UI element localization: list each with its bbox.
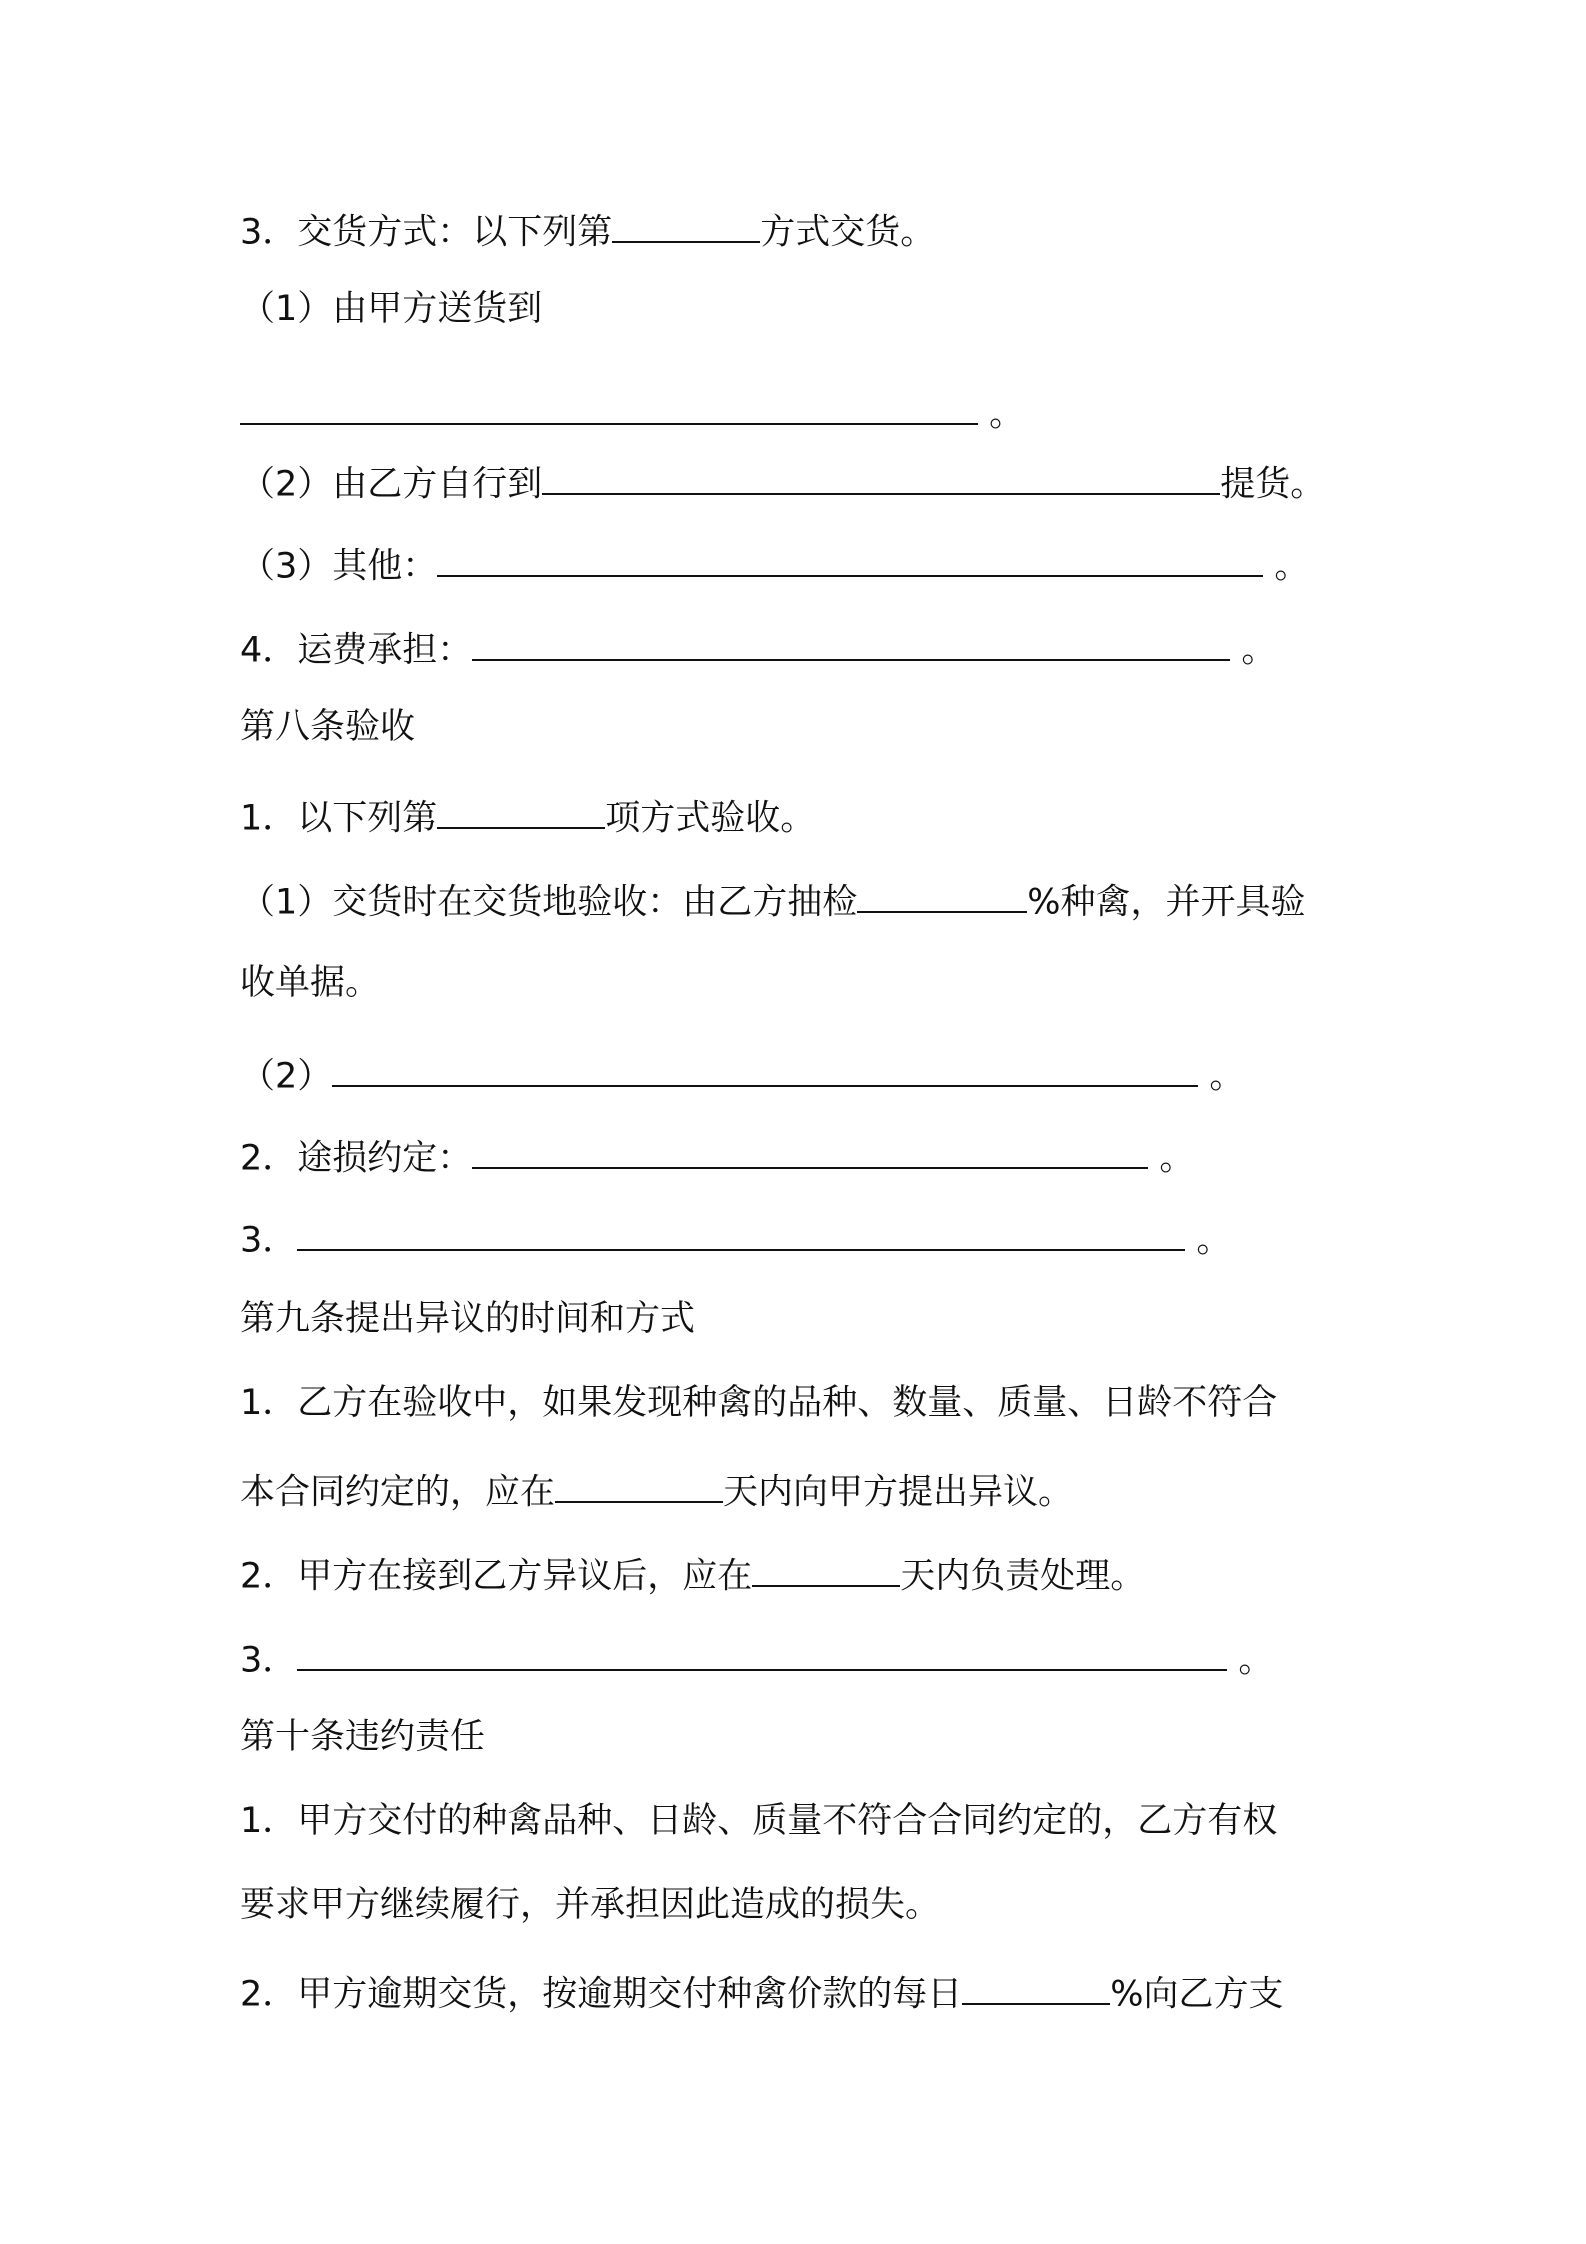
text: 要求甲方继续履行，并承担因此造成的损失。 (240, 1885, 941, 1925)
fill-blank[interactable] (297, 1636, 1227, 1671)
text: 3．交货方式：以下列第 (240, 212, 613, 253)
fill-blank[interactable] (297, 1216, 1185, 1251)
fill-blank[interactable] (437, 794, 605, 829)
text: 2．途损约定： (240, 1138, 473, 1179)
fill-blank[interactable] (752, 1552, 900, 1587)
fill-blank[interactable] (332, 1052, 1198, 1087)
clause-liability-1-cont (240, 1885, 941, 1925)
fill-blank[interactable] (857, 878, 1027, 913)
clause-liability-1 (240, 1801, 1278, 1841)
text: 1．以下列第 (240, 798, 438, 839)
option-2 (240, 1052, 1245, 1097)
text: 第八条验收 (240, 707, 416, 747)
article-10-heading (240, 1717, 486, 1757)
text: 。 (1230, 630, 1277, 671)
text: 2．甲方逾期交货，按逾期交付种禽价款的每日 (240, 1974, 963, 2015)
fill-blank[interactable] (240, 390, 978, 425)
text: 天内负责处理。 (900, 1556, 1146, 1597)
option-seller-delivery (240, 289, 543, 329)
clause-objection-3 (240, 1636, 1274, 1681)
text: 2．甲方在接到乙方异议后，应在 (240, 1556, 753, 1597)
text: 收单据。 (240, 963, 381, 1003)
text: 1．乙方在验收中，如果发现种禽的品种、数量、质量、日龄不符合 (240, 1383, 1278, 1423)
fill-blank[interactable] (472, 626, 1230, 661)
option-onsite-inspection (240, 878, 1306, 923)
clause-objection-1-cont (240, 1468, 1074, 1513)
text: 4．运费承担： (240, 630, 473, 671)
clause-inspection-method (240, 794, 816, 839)
text: %向乙方支 (1110, 1974, 1284, 2015)
fill-blank[interactable] (472, 1134, 1148, 1169)
option-onsite-inspection-cont (240, 963, 381, 1003)
text: 。 (1148, 1138, 1195, 1179)
clause-objection-1 (240, 1383, 1278, 1423)
text: （2）由乙方自行到 (240, 464, 543, 505)
text: （1）交货时在交货地验收：由乙方抽检 (240, 882, 858, 923)
text: 提货。 (1220, 464, 1326, 505)
text: 3． (240, 1220, 298, 1261)
fill-blank[interactable] (555, 1468, 723, 1503)
text: 项方式验收。 (605, 798, 816, 839)
text: 天内向甲方提出异议。 (723, 1472, 1074, 1513)
text: 1．甲方交付的种禽品种、日龄、质量不符合合同约定的，乙方有权 (240, 1801, 1278, 1841)
text: 方式交货。 (760, 212, 936, 253)
text: 。 (1185, 1220, 1232, 1261)
text: 。 (1198, 1056, 1245, 1097)
text: （3）其他： (240, 546, 438, 587)
option-other (240, 542, 1310, 587)
fill-blank[interactable] (437, 542, 1263, 577)
text: 。 (1227, 1640, 1274, 1681)
text: 本合同约定的，应在 (240, 1472, 556, 1513)
text: 3． (240, 1640, 298, 1681)
text: 第十条违约责任 (240, 1717, 486, 1757)
clause-freight (240, 626, 1277, 671)
option-buyer-pickup (240, 460, 1326, 505)
clause-delivery-method (240, 208, 936, 253)
text: 。 (978, 394, 1025, 435)
text: %种禽，并开具验 (1027, 882, 1306, 923)
clause-objection-2 (240, 1552, 1146, 1597)
text: （2） (240, 1056, 333, 1097)
article-9-heading (240, 1299, 696, 1339)
clause-transit-loss (240, 1134, 1195, 1179)
option-seller-delivery-address (240, 390, 1025, 435)
article-8-heading (240, 707, 416, 747)
text: 第九条提出异议的时间和方式 (240, 1299, 696, 1339)
clause-liability-2 (240, 1970, 1284, 2015)
fill-blank[interactable] (962, 1970, 1110, 2005)
text: （1）由甲方送货到 (240, 289, 543, 329)
clause-inspection-3 (240, 1216, 1232, 1261)
fill-blank[interactable] (542, 460, 1220, 495)
fill-blank[interactable] (612, 208, 760, 243)
text: 。 (1263, 546, 1310, 587)
